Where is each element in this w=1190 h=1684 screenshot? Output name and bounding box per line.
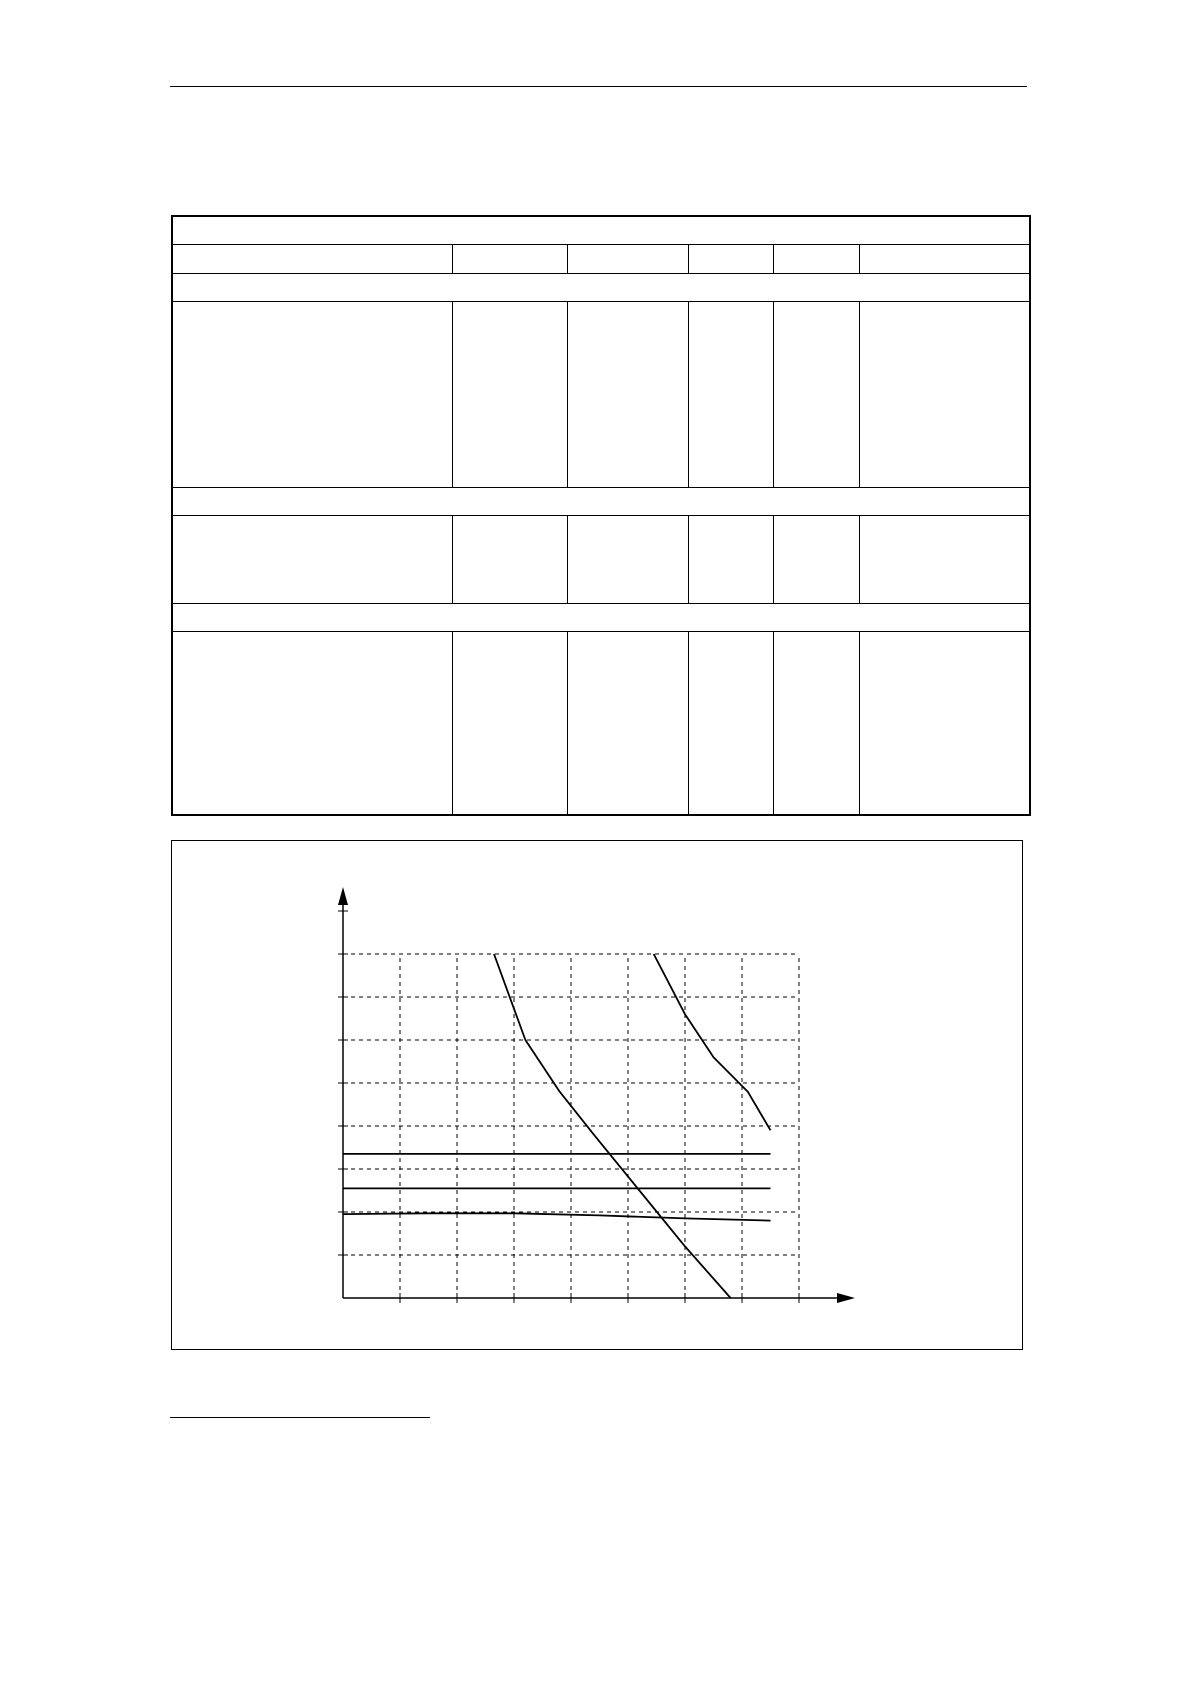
table-cell — [567, 515, 688, 603]
table-title — [172, 216, 1030, 245]
table-cell — [452, 301, 567, 487]
chart-svg — [172, 841, 1024, 1351]
x-axis-arrow-icon — [837, 1293, 855, 1303]
column-header — [688, 245, 773, 273]
table-cell — [688, 301, 773, 487]
table-cell — [452, 632, 567, 815]
chart-frame — [171, 840, 1023, 1350]
table-cell — [859, 515, 1030, 603]
column-header — [773, 245, 859, 273]
section-heading — [172, 487, 1030, 515]
column-header — [567, 245, 688, 273]
table-cell — [172, 301, 452, 487]
table-header-row — [172, 245, 1030, 273]
footnote-rule — [170, 1417, 430, 1418]
section-heading — [172, 273, 1030, 301]
table-cell — [567, 632, 688, 815]
y-axis-arrow-icon — [338, 887, 348, 905]
table-cell — [567, 301, 688, 487]
table-cell — [773, 632, 859, 815]
column-header — [859, 245, 1030, 273]
table-cell — [452, 515, 567, 603]
column-header — [452, 245, 567, 273]
section-heading — [172, 603, 1030, 631]
table-cell — [172, 632, 452, 815]
series-line-level-low — [343, 1213, 771, 1220]
table-cell — [859, 632, 1030, 815]
table-cell — [859, 301, 1030, 487]
table-row — [172, 301, 1030, 487]
table-cell — [172, 515, 452, 603]
header-rule — [170, 86, 1027, 87]
table-row — [172, 632, 1030, 815]
specification-table — [171, 215, 1031, 816]
table-cell — [688, 632, 773, 815]
table-cell — [688, 515, 773, 603]
axes — [338, 887, 855, 1303]
grid — [343, 954, 799, 1298]
table-row — [172, 515, 1030, 603]
table-cell — [773, 301, 859, 487]
series-line-curve-b — [654, 954, 771, 1130]
column-header — [172, 245, 452, 273]
table-cell — [773, 515, 859, 603]
